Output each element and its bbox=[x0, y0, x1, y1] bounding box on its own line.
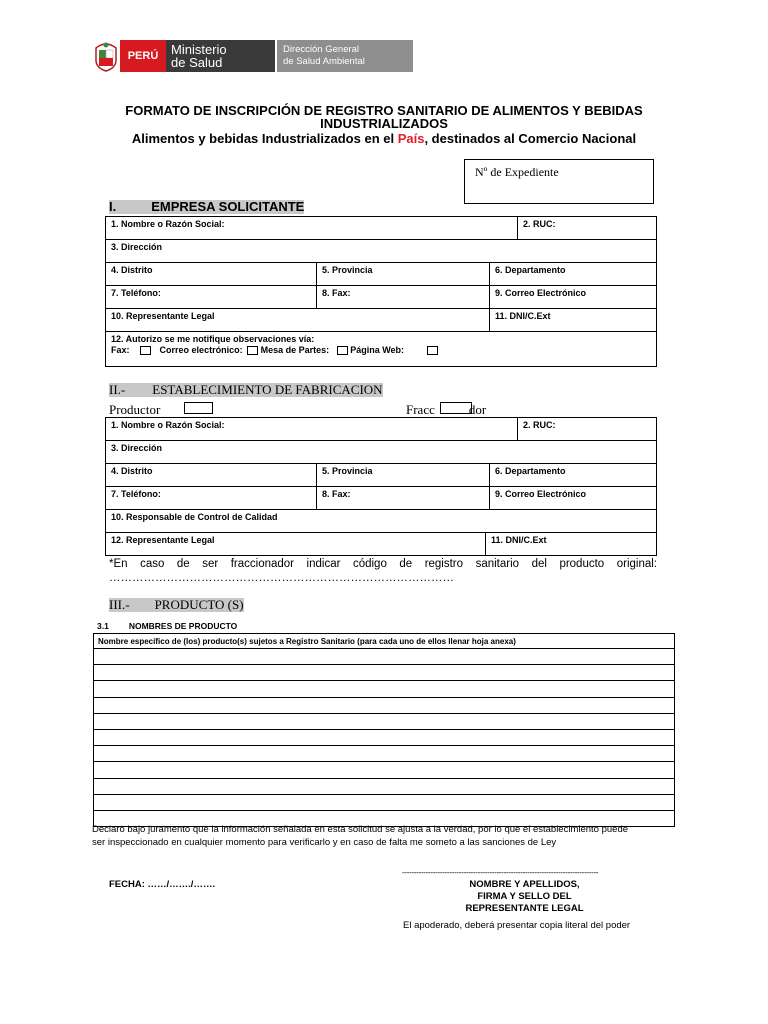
s2-correo-field[interactable]: 9. Correo Electrónico bbox=[490, 487, 657, 510]
peru-label: PERÚ bbox=[120, 40, 166, 72]
s2-nombre-field[interactable]: 1. Nombre o Razón Social: bbox=[106, 418, 518, 441]
s2-dni-field[interactable]: 11. DNI/C.Ext bbox=[486, 533, 657, 556]
s1-notification-options bbox=[111, 345, 656, 355]
s1-correo-field[interactable]: 9. Correo Electrónico bbox=[490, 286, 657, 309]
section3-number: III.- bbox=[109, 597, 130, 612]
product-row[interactable] bbox=[94, 713, 675, 729]
form-title-line2: INDUSTRIALIZADOS bbox=[320, 116, 448, 131]
section2-title: ESTABLECIMIENTO DE FABRICACION bbox=[152, 382, 383, 397]
product-row[interactable] bbox=[94, 665, 675, 681]
product-row[interactable] bbox=[94, 681, 675, 697]
section1-title: EMPRESA SOLICITANTE bbox=[151, 199, 305, 214]
fecha-field[interactable]: FECHA: ……/……./……. bbox=[109, 879, 216, 890]
s2-responsable-field[interactable]: 10. Responsable de Control de Calidad bbox=[106, 510, 657, 533]
form-subtitle bbox=[0, 132, 768, 146]
signature-line1: NOMBRE Y APELLIDOS, bbox=[469, 879, 580, 890]
ministry-line1: Ministerio bbox=[171, 42, 227, 57]
product-row[interactable] bbox=[94, 778, 675, 794]
section2-form bbox=[105, 417, 657, 556]
s1-representante-field[interactable]: 10. Representante Legal bbox=[106, 309, 490, 332]
section1-heading bbox=[109, 200, 304, 214]
s1-fax-field[interactable]: 8. Fax: bbox=[317, 286, 490, 309]
s2-distrito-field[interactable]: 4. Distrito bbox=[106, 464, 317, 487]
product-row[interactable] bbox=[94, 794, 675, 810]
signature-line3: REPRESENTANTE LEGAL bbox=[465, 903, 584, 914]
opt-mesa-label: Mesa de Partes: bbox=[260, 345, 330, 355]
section2-heading bbox=[109, 383, 383, 397]
section1-number: I. bbox=[109, 199, 117, 214]
section1-form bbox=[105, 216, 657, 367]
coat-of-arms-icon bbox=[94, 40, 118, 72]
products-table bbox=[93, 633, 675, 827]
apoderado-note: El apoderado, deberá presentar copia literal del poder bbox=[403, 920, 631, 931]
expediente-label: Nº de Expediente bbox=[475, 165, 559, 179]
fax-checkbox[interactable] bbox=[140, 346, 151, 355]
product-row[interactable] bbox=[94, 762, 675, 778]
correo-checkbox[interactable] bbox=[247, 346, 258, 355]
signature-line2: FIRMA Y SELLO DEL bbox=[477, 891, 572, 902]
mesa-checkbox[interactable] bbox=[337, 346, 348, 355]
declaration-line1: Declaro bajo juramento que la información señalada en esta solicitud se ajusta a la verdad, por lo que el establecimiento puede bbox=[92, 824, 629, 835]
section2-number: II.- bbox=[109, 382, 126, 397]
subtitle-part2: , destinados al Comercio Nacional bbox=[424, 131, 637, 146]
web-checkbox[interactable] bbox=[427, 346, 438, 355]
ministry-line2: de Salud bbox=[171, 55, 223, 70]
s1-nombre-field[interactable]: 1. Nombre o Razón Social: bbox=[106, 217, 518, 240]
product-row[interactable] bbox=[94, 746, 675, 762]
s1-dni-field[interactable]: 11. DNI/C.Ext bbox=[490, 309, 657, 332]
s2-representante-field[interactable]: 12. Representante Legal bbox=[106, 533, 486, 556]
form-title-line1: FORMATO DE INSCRIPCIÓN DE REGISTRO SANITARIO DE ALIMENTOS Y BEBIDAS bbox=[125, 103, 643, 118]
s1-direccion-field[interactable]: 3. Dirección bbox=[106, 240, 657, 263]
subsection-number: 3.1 bbox=[97, 621, 109, 631]
opt-fax-label: Fax: bbox=[111, 345, 130, 355]
fraccionador-checkbox[interactable] bbox=[440, 402, 472, 414]
subsection-title: NOMBRES DE PRODUCTO bbox=[128, 621, 238, 631]
subsection-3-1 bbox=[97, 621, 237, 631]
s2-provincia-field[interactable]: 5. Provincia bbox=[317, 464, 490, 487]
direction-name bbox=[277, 40, 413, 72]
s2-departamento-field[interactable]: 6. Departamento bbox=[490, 464, 657, 487]
product-row[interactable] bbox=[94, 697, 675, 713]
fraccionador-note: *En caso de ser fraccionador indicar código de registro sanitario del producto original: bbox=[109, 558, 657, 570]
product-row[interactable] bbox=[94, 729, 675, 745]
fraccionador-part1: Fracc bbox=[406, 402, 435, 417]
expediente-box[interactable] bbox=[464, 159, 654, 204]
s1-provincia-field[interactable]: 5. Provincia bbox=[317, 263, 490, 286]
productor-checkbox[interactable] bbox=[184, 402, 213, 414]
products-table-header: Nombre específico de (los) producto(s) sujetos a Registro Sanitario (para cada uno de ellos llenar hoja anexa) bbox=[94, 634, 675, 649]
product-row[interactable] bbox=[94, 649, 675, 665]
direction-line2: de Salud Ambiental bbox=[283, 56, 365, 67]
section3-heading bbox=[109, 598, 244, 612]
subtitle-country: País bbox=[397, 131, 425, 146]
s1-ruc-field[interactable]: 2. RUC: bbox=[518, 217, 657, 240]
declaration-line2: ser inspeccionado en cualquier momento para verificarlo y en caso de falta me someto a las sanciones de Ley bbox=[92, 837, 557, 848]
ministry-name bbox=[166, 40, 275, 72]
s1-notification-field bbox=[106, 332, 657, 367]
s2-direccion-field[interactable]: 3. Dirección bbox=[106, 441, 657, 464]
s1-distrito-field[interactable]: 4. Distrito bbox=[106, 263, 317, 286]
s2-fax-field[interactable]: 8. Fax: bbox=[317, 487, 490, 510]
fraccionador-part2: dor bbox=[468, 402, 487, 417]
s1-autorizo-label: 12. Autorizo se me notifique observaciones vía: bbox=[111, 334, 315, 344]
s2-ruc-field[interactable]: 2. RUC: bbox=[518, 418, 657, 441]
ministry-logo bbox=[94, 40, 413, 72]
s1-departamento-field[interactable]: 6. Departamento bbox=[490, 263, 657, 286]
s1-telefono-field[interactable]: 7. Teléfono: bbox=[106, 286, 317, 309]
section3-title: PRODUCTO (S) bbox=[154, 597, 244, 612]
opt-web-label: Página Web: bbox=[350, 345, 405, 355]
s2-telefono-field[interactable]: 7. Teléfono: bbox=[106, 487, 317, 510]
direction-line1: Dirección General bbox=[283, 44, 360, 55]
signature-line: ----------------------------------------------------------------------------------- bbox=[402, 868, 599, 877]
signature-block bbox=[402, 879, 647, 915]
subtitle-part1: Alimentos y bebidas Industrializados en el bbox=[131, 131, 398, 146]
fraccionador-note-dots: ……………………………………………………………………………… bbox=[109, 572, 454, 584]
opt-correo-label: Correo electrónico: bbox=[159, 345, 243, 355]
productor-label: Productor bbox=[109, 402, 161, 417]
